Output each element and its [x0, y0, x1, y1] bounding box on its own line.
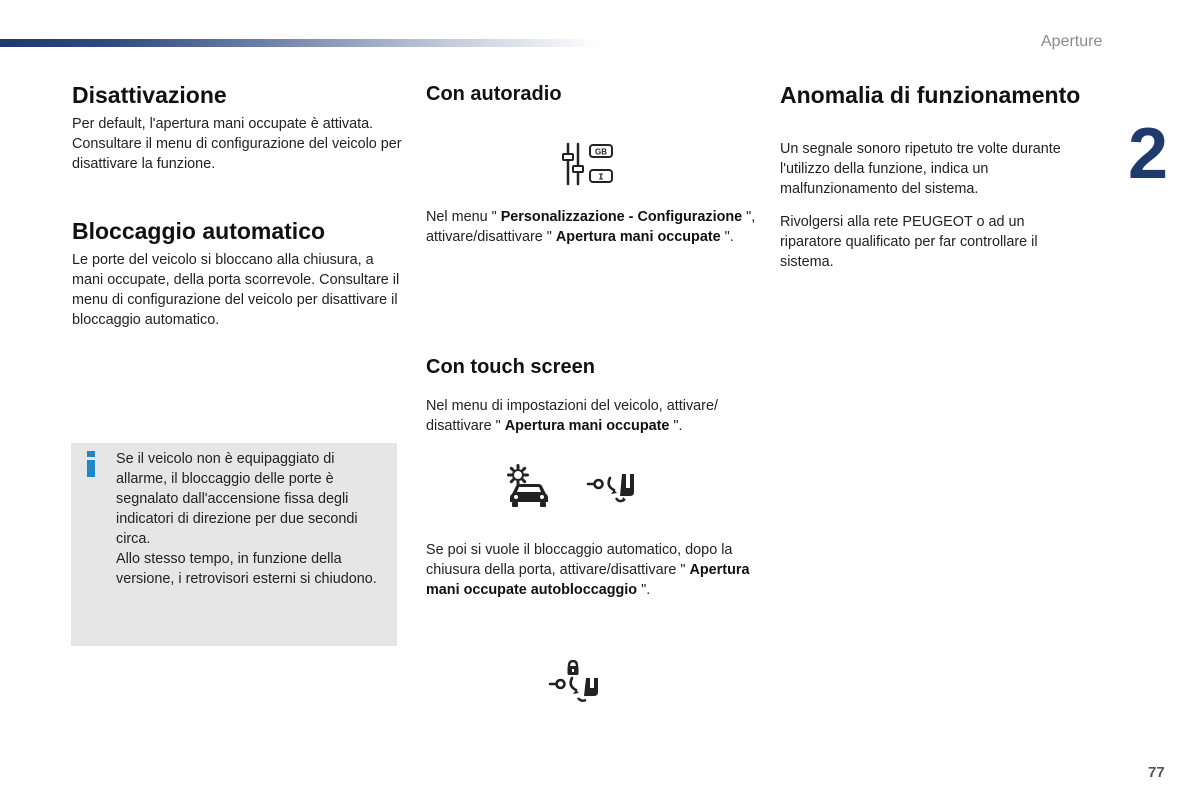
paragraph-bloccaggio: Le porte del veicolo si bloccano alla chiusura, a mani occupate, della porta scorrevole. Consultare il menu di configurazione del veicolo per disattivare il bloccaggio automatico.: [72, 252, 400, 328]
chapter-number: 2: [1128, 114, 1169, 194]
autobloc-text-pre: Se poi si vuole il bloccaggio automatico, dopo la chiusura della porta, attivare/disattivare ": [426, 542, 733, 578]
heading-bloccaggio: Bloccaggio automatico: [72, 218, 326, 244]
section-name: Aperture: [1041, 33, 1103, 50]
info-box: [71, 443, 397, 646]
autoradio-menu-path: Personalizzazione - Configurazione: [500, 209, 743, 225]
heading-autoradio: Con autoradio: [426, 83, 562, 105]
car-settings-icon: [506, 464, 552, 508]
heading-disattivazione: Disattivazione: [72, 82, 227, 108]
paragraph-autobloccaggio: [426, 540, 756, 600]
info-text: [116, 449, 386, 589]
heading-anomalia: Anomalia di funzionamento: [780, 82, 1081, 108]
heading-touch-screen: Con touch screen: [426, 356, 595, 378]
touch-text-pre: Nel menu di impostazioni del veicolo, attivare/ disattivare ": [426, 398, 718, 434]
paragraph-autoradio: [426, 207, 756, 247]
paragraph-disattivazione: Per default, l'apertura mani occupate è attivata. Consultare il menu di configurazione del veicolo per disattivare la funzione.: [72, 116, 402, 172]
autoradio-text-pre: Nel menu ": [426, 209, 501, 225]
icon-label-i: I: [598, 172, 604, 183]
settings-sliders-icon: [562, 140, 618, 188]
autoradio-text-mid: ", attivare/disattivare ": [426, 209, 756, 245]
header-gradient-bar: [0, 39, 600, 47]
autoradio-text-post: ".: [720, 229, 734, 245]
touch-text-post: ".: [669, 418, 683, 434]
hands-free-opening-icon: [586, 470, 638, 504]
autobloc-option: Apertura mani occupate autobloccaggio: [426, 562, 750, 598]
paragraph-anomalia-1: Un segnale sonoro ripetuto tre volte durante l'utilizzo della funzione, indica un malfunzionamento del sistema.: [780, 141, 1061, 197]
paragraph-anomalia-2: Rivolgersi alla rete PEUGEOT o ad un riparatore qualificato per far controllare il sistema.: [780, 214, 1038, 270]
info-text-line2: Allo stesso tempo, in funzione della versione, i retrovisori esterni si chiudono.: [116, 551, 377, 587]
info-icon: [85, 451, 97, 483]
icon-label-gb: GB: [595, 147, 607, 157]
touch-option: Apertura mani occupate: [504, 418, 670, 434]
page-number: 77: [1148, 764, 1165, 781]
info-text-line1: Se il veicolo non è equipaggiato di allarme, il bloccaggio delle porte è segnalato dall'accensione fissa degli indicatori di direzione per due secondi circa.: [116, 451, 358, 547]
paragraph-touch-screen: [426, 396, 751, 436]
autolock-icon: [548, 660, 600, 702]
autoradio-option: Apertura mani occupate: [555, 229, 721, 245]
autobloc-text-post: ".: [637, 582, 651, 598]
